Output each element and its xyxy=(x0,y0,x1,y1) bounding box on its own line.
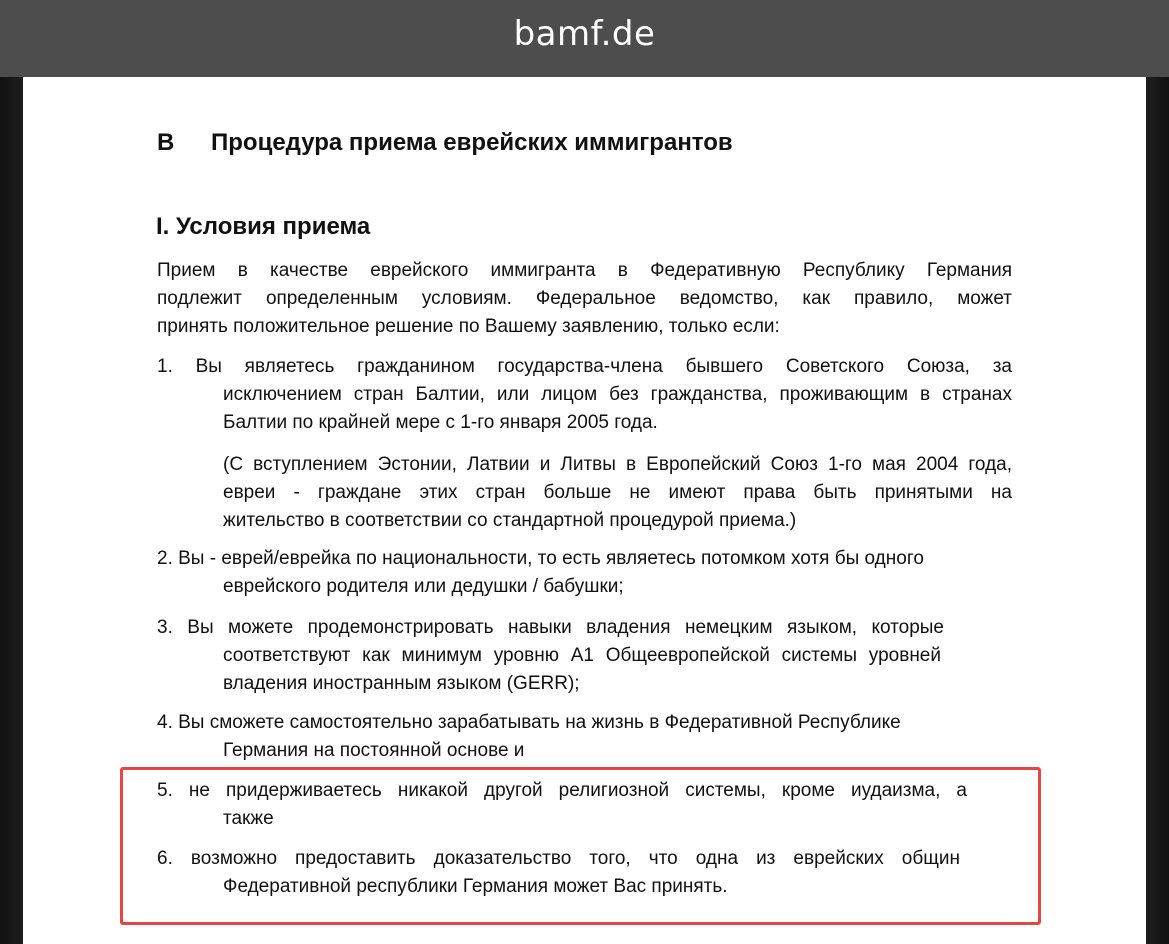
list-item-line: соответствуют как минимум уровню А1 Общеевропейской системы уровней xyxy=(223,645,941,666)
viewer-background-left xyxy=(0,77,23,944)
intro-paragraph xyxy=(157,257,1012,341)
list-item-line: Балтии по крайней мере с 1-го января 2005 года. xyxy=(223,412,658,433)
viewer-background-right xyxy=(1146,77,1169,944)
intro-line: Прием в качестве еврейского иммигранта в Федеративную Республику Германия xyxy=(157,260,1012,281)
list-item-line: 2. Вы - еврей/еврейка по национальности, то есть являетесь потомком хотя бы одного xyxy=(157,548,924,569)
list-item-line: Федеративной республики Германия может Вас принять. xyxy=(223,876,728,897)
list-item-line: Германия на постоянной основе и xyxy=(223,740,525,761)
list-item-2 xyxy=(157,545,1012,601)
list-item-line: исключением стран Балтии, или лицом без гражданства, проживающим в странах xyxy=(223,384,1012,405)
section-title: Процедура приема еврейских иммигрантов xyxy=(211,129,733,156)
list-item-1-note xyxy=(157,451,1012,535)
list-item-line: 3. Вы можете продемонстрировать навыки владения немецким языком, которые xyxy=(157,617,944,638)
list-item-1 xyxy=(157,353,1012,437)
document-page xyxy=(23,77,1146,944)
list-item-line: 4. Вы сможете самостоятельно зарабатывать на жизнь в Федеративной Республике xyxy=(157,712,901,733)
note-line: евреи - граждане этих стран больше не имеют права быть принятыми на xyxy=(223,482,1012,503)
intro-line: подлежит определенным условиям. Федеральное ведомство, как правило, может xyxy=(157,288,1012,309)
browser-address-bar[interactable] xyxy=(0,0,1169,77)
list-item-line: 5. не придерживаетесь никакой другой религиозной системы, кроме иудаизма, а xyxy=(157,780,967,801)
intro-line: принять положительное решение по Вашему заявлению, только если: xyxy=(157,316,780,337)
list-item-line: еврейского родителя или дедушки / бабушки; xyxy=(223,576,624,597)
list-item-line: 1. Вы являетесь гражданином государства-члена бывшего Советского Союза, за xyxy=(157,356,1012,377)
url-label[interactable]: bamf.de xyxy=(513,13,656,54)
list-item-line: 6. возможно предоставить доказательство того, что одна из еврейских общин xyxy=(157,848,960,869)
note-line: (С вступлением Эстонии, Латвии и Литвы в Европейский Союз 1-го мая 2004 года, xyxy=(223,454,1012,475)
section-letter: B xyxy=(157,129,175,156)
list-item-3 xyxy=(157,614,1012,698)
note-line: жительство в соответствии со стандартной процедурой приема.) xyxy=(223,510,797,531)
highlight-annotation-box xyxy=(120,767,1041,925)
list-item-line: также xyxy=(223,808,274,829)
list-item-line: владения иностранным языком (GERR); xyxy=(223,673,580,694)
list-item-4 xyxy=(157,709,1012,765)
subsection-title: I. Условия приема xyxy=(156,213,371,240)
